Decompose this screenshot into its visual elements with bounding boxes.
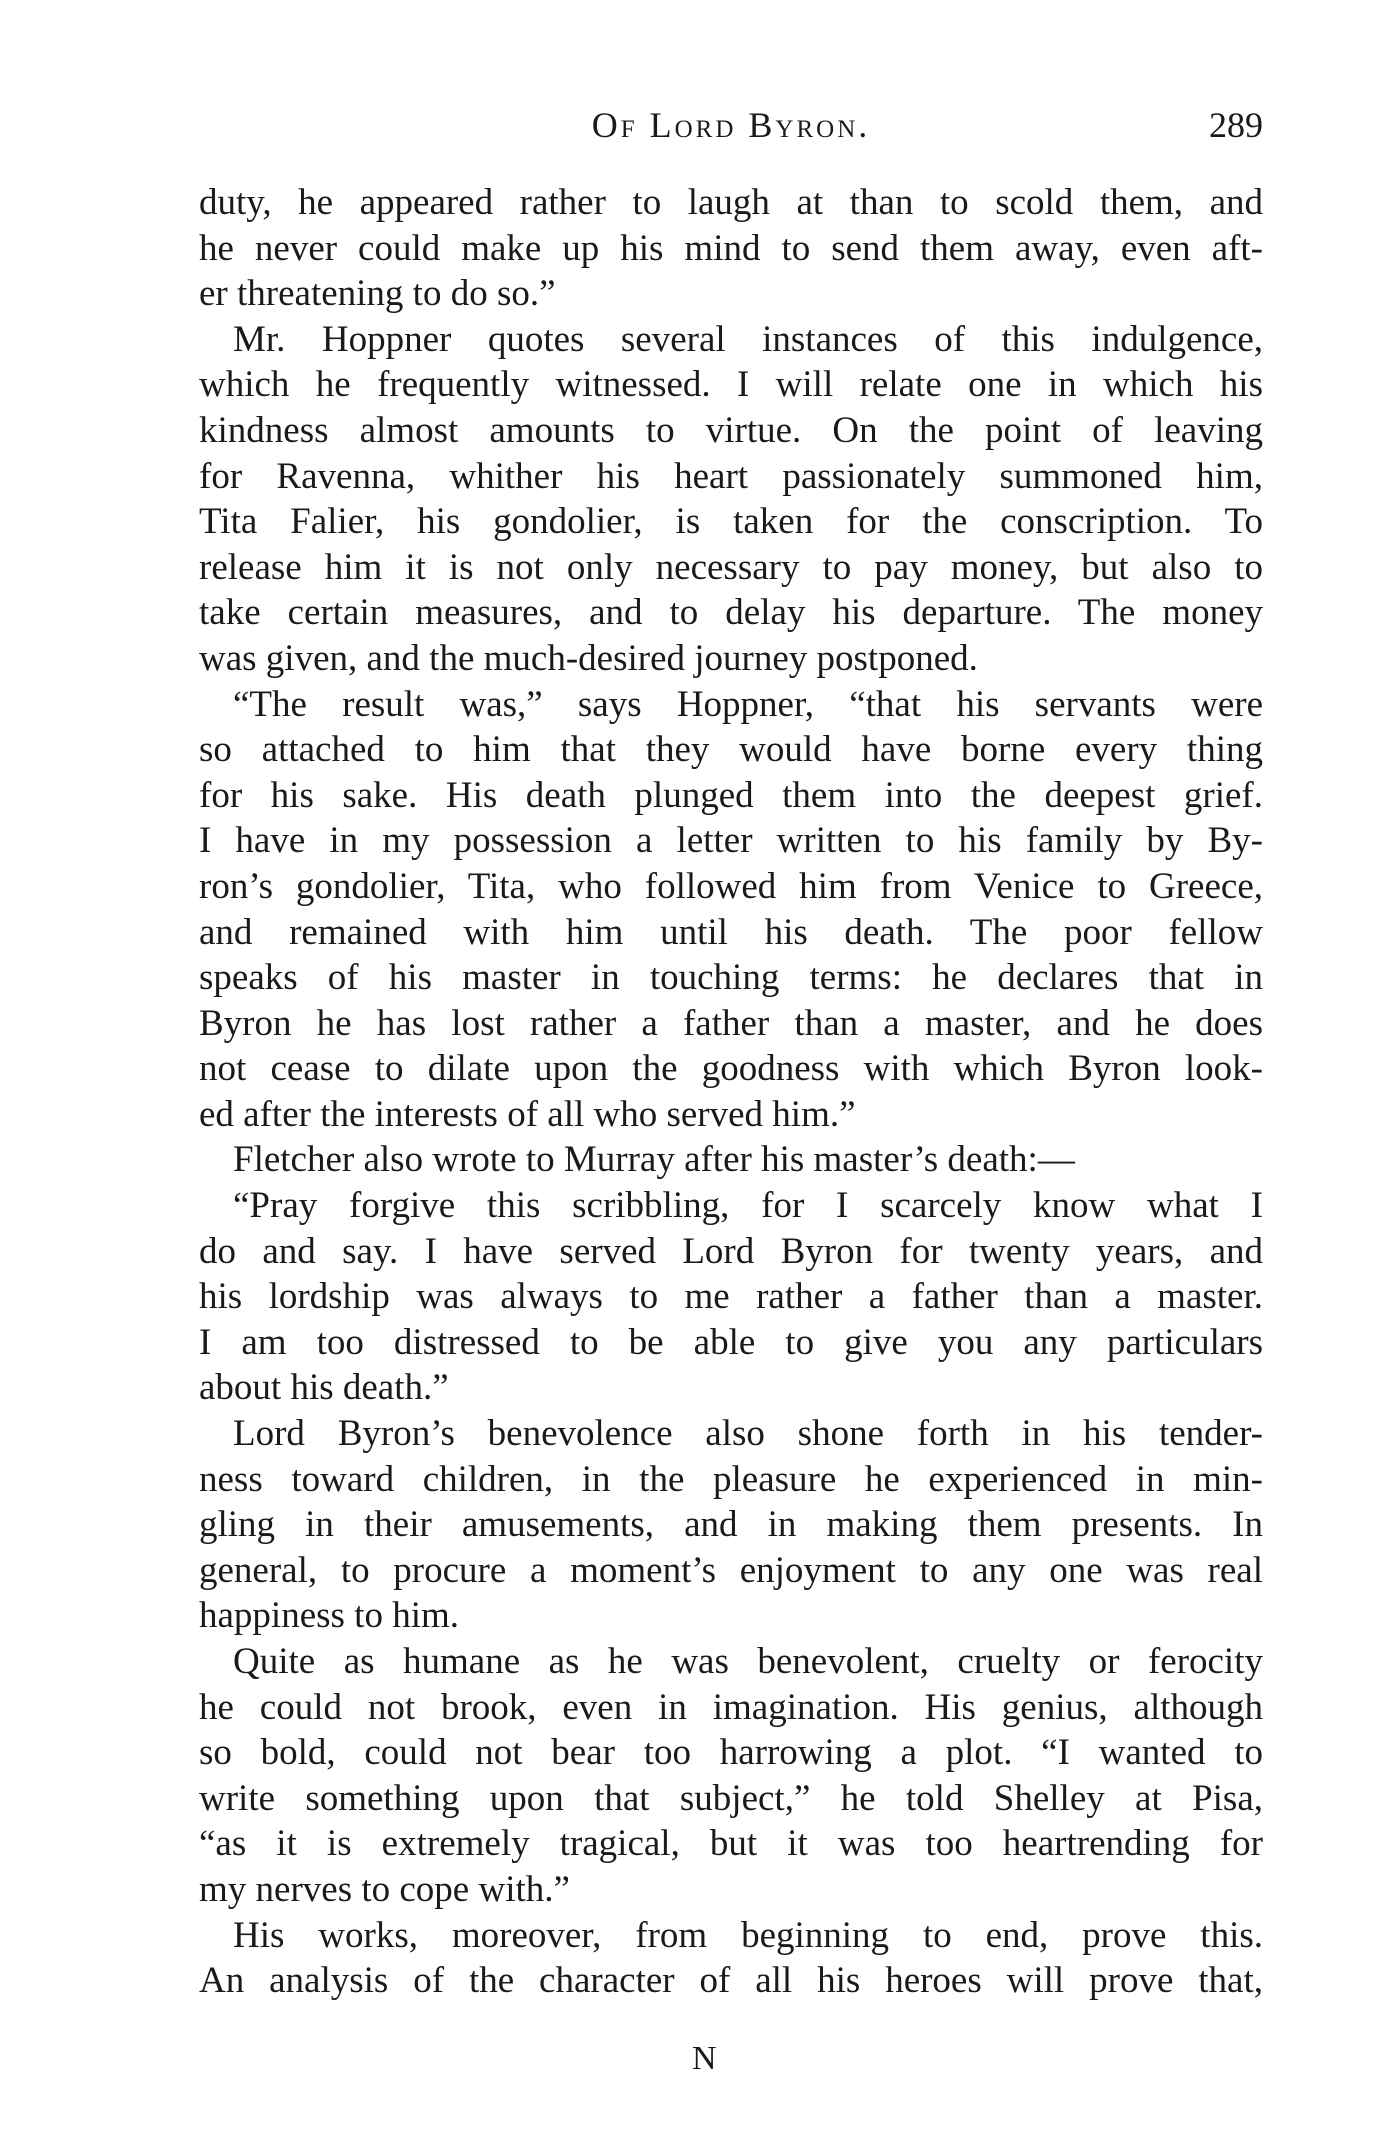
signature-mark: N <box>692 2040 717 2077</box>
text-line: he never could make up his mind to send them away, even aft- <box>199 227 1263 269</box>
running-title: Of Lord Byron. <box>591 105 871 145</box>
text-line: so bold, could not bear too harrowing a plot. “I wanted to <box>199 1732 1263 1774</box>
text-line: Quite as humane as he was benevolent, cruelty or ferocity <box>233 1641 1263 1682</box>
text-line: write something upon that subject,” he told Shelley at Pisa, <box>199 1777 1263 1819</box>
text-line: “as it is extremely tragical, but it was too heartrending for <box>199 1823 1263 1865</box>
text-line: he could not brook, even in imagination. His genius, although <box>199 1686 1263 1728</box>
text-line: Tita Falier, his gondolier, is taken for the conscription. To <box>199 501 1263 543</box>
text-line: speaks of his master in touching terms: he declares that in <box>199 957 1263 999</box>
text-line: my nerves to cope with.” <box>199 1868 570 1910</box>
text-line: gling in their amusements, and in making them presents. In <box>199 1504 1263 1546</box>
text-line: His works, moreover, from beginning to end, prove this. <box>233 1914 1263 1956</box>
text-line: kindness almost amounts to virtue. On the point of leaving <box>199 409 1263 451</box>
page-number: 289 <box>1209 105 1263 145</box>
text-line: for Ravenna, whither his heart passionately summoned him, <box>199 455 1263 497</box>
text-line: An analysis of the character of all his heroes will prove that, <box>199 1960 1263 2002</box>
text-line: Lord Byron’s benevolence also shone forth in his tender- <box>233 1413 1263 1455</box>
text-line: his lordship was always to me rather a father than a master. <box>199 1276 1263 1318</box>
text-line: happiness to him. <box>199 1595 460 1637</box>
text-line: not cease to dilate upon the goodness with which Byron look- <box>199 1048 1263 1090</box>
page-header <box>199 104 1263 154</box>
text-line: general, to procure a moment’s enjoyment to any one was real <box>199 1549 1263 1591</box>
text-line: Fletcher also wrote to Murray after his master’s death:— <box>233 1139 1075 1181</box>
text-line: so attached to him that they would have borne every thing <box>199 729 1263 771</box>
text-line: which he frequently witnessed. I will relate one in which his <box>199 364 1263 406</box>
text-line: do and say. I have served Lord Byron for twenty years, and <box>199 1230 1263 1272</box>
text-line: I have in my possession a letter written to his family by By- <box>199 820 1263 862</box>
text-line: “Pray forgive this scribbling, for I scarcely know what I <box>233 1185 1263 1227</box>
text-line: release him it is not only necessary to pay money, but also to <box>199 546 1263 588</box>
text-line: ron’s gondolier, Tita, who followed him from Venice to Greece, <box>199 865 1263 907</box>
text-line: take certain measures, and to delay his departure. The money <box>199 592 1263 634</box>
body-text <box>199 180 1263 2004</box>
text-line: duty, he appeared rather to laugh at than to scold them, and <box>199 182 1263 223</box>
text-line: I am too distressed to be able to give you any particulars <box>199 1321 1263 1363</box>
text-line: ed after the interests of all who served him.” <box>199 1093 856 1135</box>
text-line: for his sake. His death plunged them into the deepest grief. <box>199 774 1263 816</box>
text-line: Mr. Hoppner quotes several instances of this indulgence, <box>233 318 1263 360</box>
text-line: ness toward children, in the pleasure he experienced in min- <box>199 1458 1263 1500</box>
text-line: er threatening to do so.” <box>199 273 556 315</box>
text-line: about his death.” <box>199 1367 449 1409</box>
text-line: Byron he has lost rather a father than a master, and he does <box>199 1002 1263 1044</box>
text-line: and remained with him until his death. The poor fellow <box>199 911 1263 953</box>
text-line: was given, and the much-desired journey postponed. <box>199 637 978 679</box>
text-line: “The result was,” says Hoppner, “that his servants were <box>233 683 1263 725</box>
